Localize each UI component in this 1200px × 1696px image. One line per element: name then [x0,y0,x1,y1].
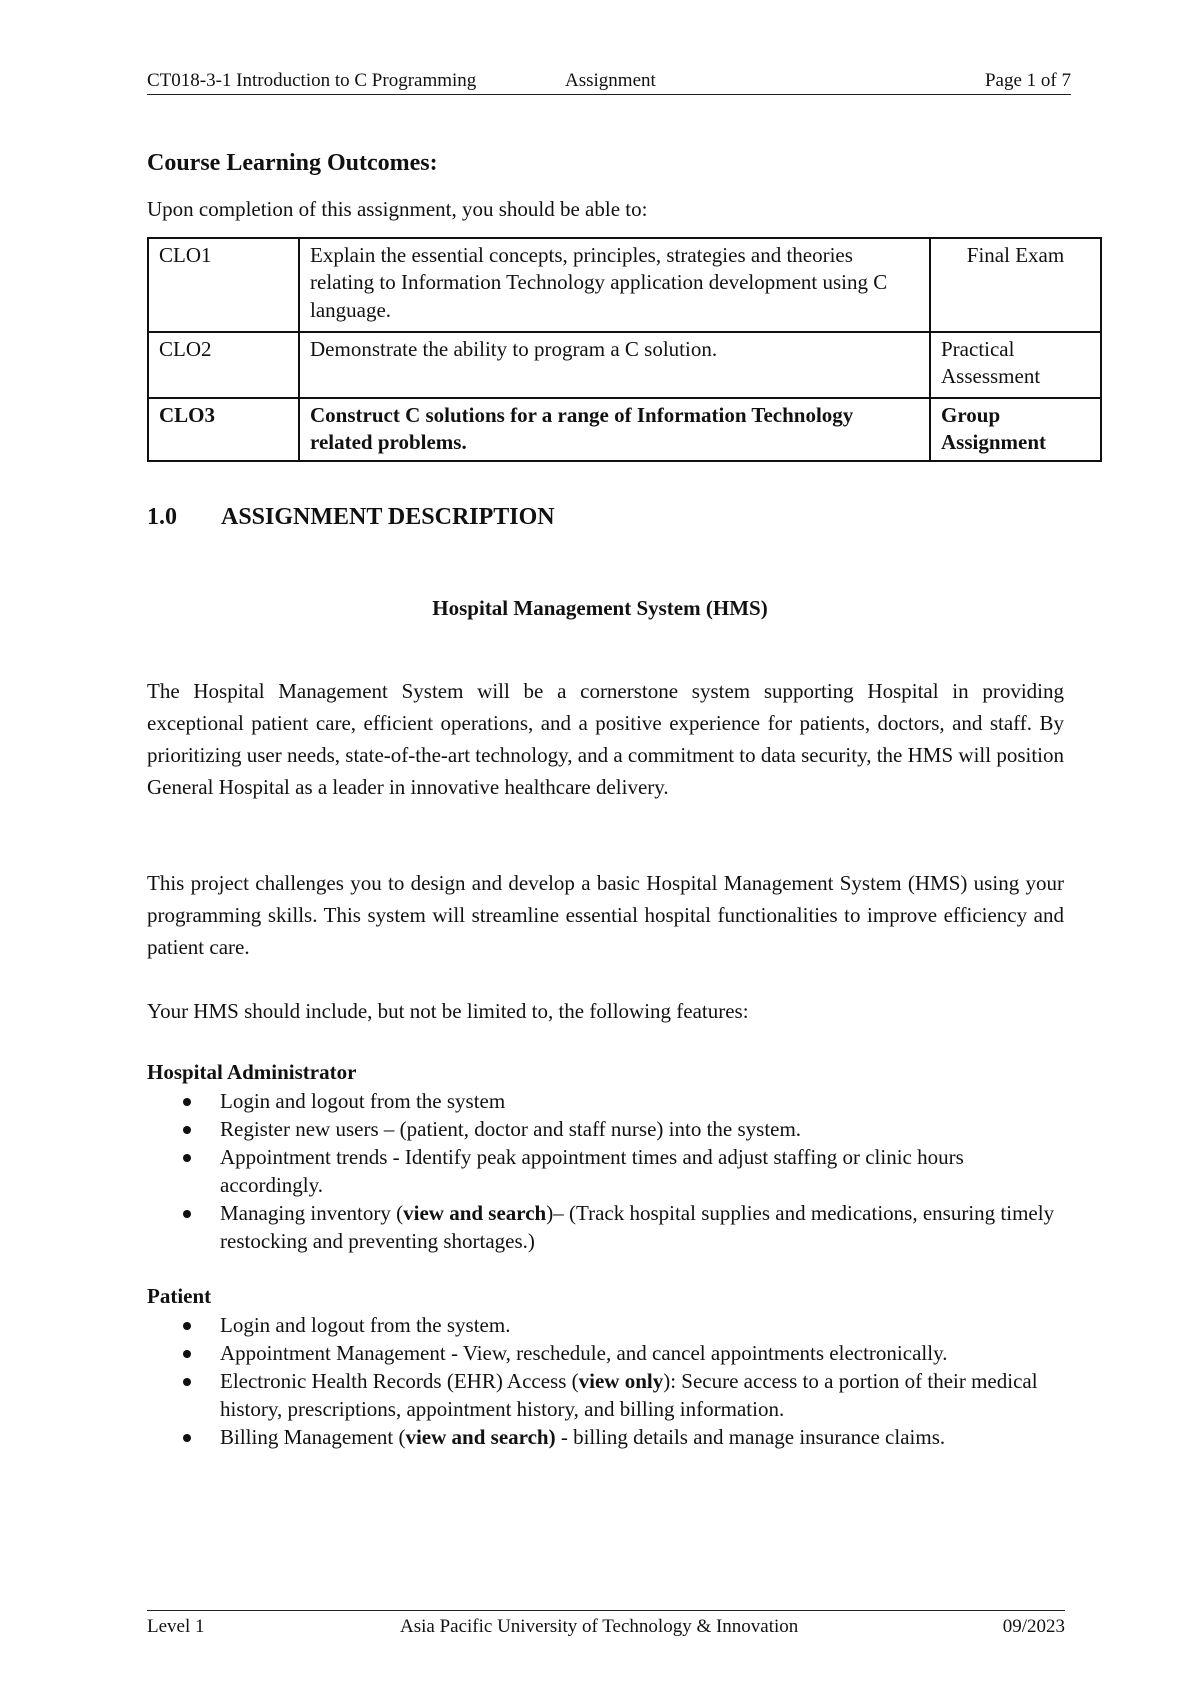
list-item-text: Login and logout from the system. [220,1313,511,1337]
list-item-text-post: - billing details and manage insurance claims. [555,1425,946,1449]
list-item-text-bold: view and search) [405,1425,556,1449]
patient-heading: Patient [147,1284,212,1308]
list-item-text-pre: Billing Management ( [220,1425,406,1449]
clo-table [147,237,1102,462]
list-item-text-bold: view and search [403,1201,547,1225]
list-item-text-pre: Electronic Health Records (EHR) Access ( [220,1369,579,1393]
footer-level: Level 1 [147,1616,205,1637]
bullet-icon [183,1434,191,1442]
list-item-text: Appointment trends - Identify peak appointment times and adjust staffing or clinic hours accordingly. [220,1145,964,1197]
table-row [148,238,1101,332]
clo-heading: Course Learning Outcomes: [147,150,438,176]
patient-feature-list [147,1311,1067,1451]
header-course: CT018-3-1 Introduction to C Programming [147,70,477,91]
list-item [147,1423,1067,1451]
intro-paragraph: The Hospital Management System will be a cornerstone system supporting Hospital in providing exceptional patient care, efficient operations, and a positive experience for patients, doctors, and staff. By prioritizing user needs, state-of-the-art technology, and a commitment to data security, the HMS will position General Hospital as a leader in innovative healthcare delivery. [147,679,1064,799]
bullet-icon [183,1378,191,1386]
features-paragraph: Your HMS should include, but not be limited to, the following features: [147,999,749,1023]
list-item [147,1311,1067,1339]
clo-code: CLO1 [148,238,299,332]
list-item-text-bold: view only [578,1369,664,1393]
admin-heading: Hospital Administrator [147,1060,357,1084]
clo-intro: Upon completion of this assignment, you should be able to: [147,197,648,221]
bullet-icon [183,1098,191,1106]
list-item [147,1115,1067,1143]
list-item-text: Appointment Management - View, reschedule, and cancel appointments electronically. [220,1341,948,1365]
clo-description: Demonstrate the ability to program a C solution. [299,332,930,398]
header-page-number: Page 1 of 7 [984,70,1071,91]
clo-assessment: Final Exam [930,238,1101,332]
list-item [147,1199,1067,1255]
admin-feature-list [147,1087,1067,1255]
page-footer [147,1610,1065,1639]
page-header [147,70,1071,95]
bullet-icon [183,1154,191,1162]
clo-description: Construct C solutions for a range of Information Technology related problems. [299,398,930,461]
table-row [148,398,1101,461]
document-title: Hospital Management System (HMS) [432,596,768,620]
list-item-text-pre: Managing inventory ( [220,1201,404,1225]
challenge-paragraph: This project challenges you to design and develop a basic Hospital Management System (HMS) using your programming skills. This system will streamline essential hospital functionalities to improve efficiency and patient care. [147,871,1064,959]
list-item-text: Register new users – (patient, doctor and staff nurse) into the system. [220,1117,802,1141]
list-item [147,1367,1067,1423]
footer-date: 09/2023 [1002,1616,1065,1637]
section-number: 1.0 [147,504,177,530]
section-title: ASSIGNMENT DESCRIPTION [221,504,555,530]
bullet-icon [183,1126,191,1134]
clo-code: CLO2 [148,332,299,398]
header-doc-type: Assignment [565,70,656,91]
section-heading [147,504,555,531]
footer-university: Asia Pacific University of Technology & Innovation [400,1616,799,1637]
list-item-text-post: )– (Track hospital supplies and medications, ensuring timely restocking and preventing shortages.) [220,1201,1055,1253]
list-item-text-post: ): Secure access to a portion of their medical history, prescriptions, appointment history, and billing information. [220,1369,1038,1421]
list-item [147,1143,1067,1199]
list-item-text: Login and logout from the system [220,1089,506,1113]
table-row [148,332,1101,398]
bullet-icon [183,1210,191,1218]
clo-code: CLO3 [148,398,299,461]
bullet-icon [183,1350,191,1358]
list-item [147,1087,1067,1115]
list-item [147,1339,1067,1367]
clo-assessment: Practical Assessment [930,332,1101,398]
bullet-icon [183,1322,191,1330]
clo-description: Explain the essential concepts, principles, strategies and theories relating to Information Technology application development using C language. [299,238,930,332]
clo-assessment: Group Assignment [930,398,1101,461]
